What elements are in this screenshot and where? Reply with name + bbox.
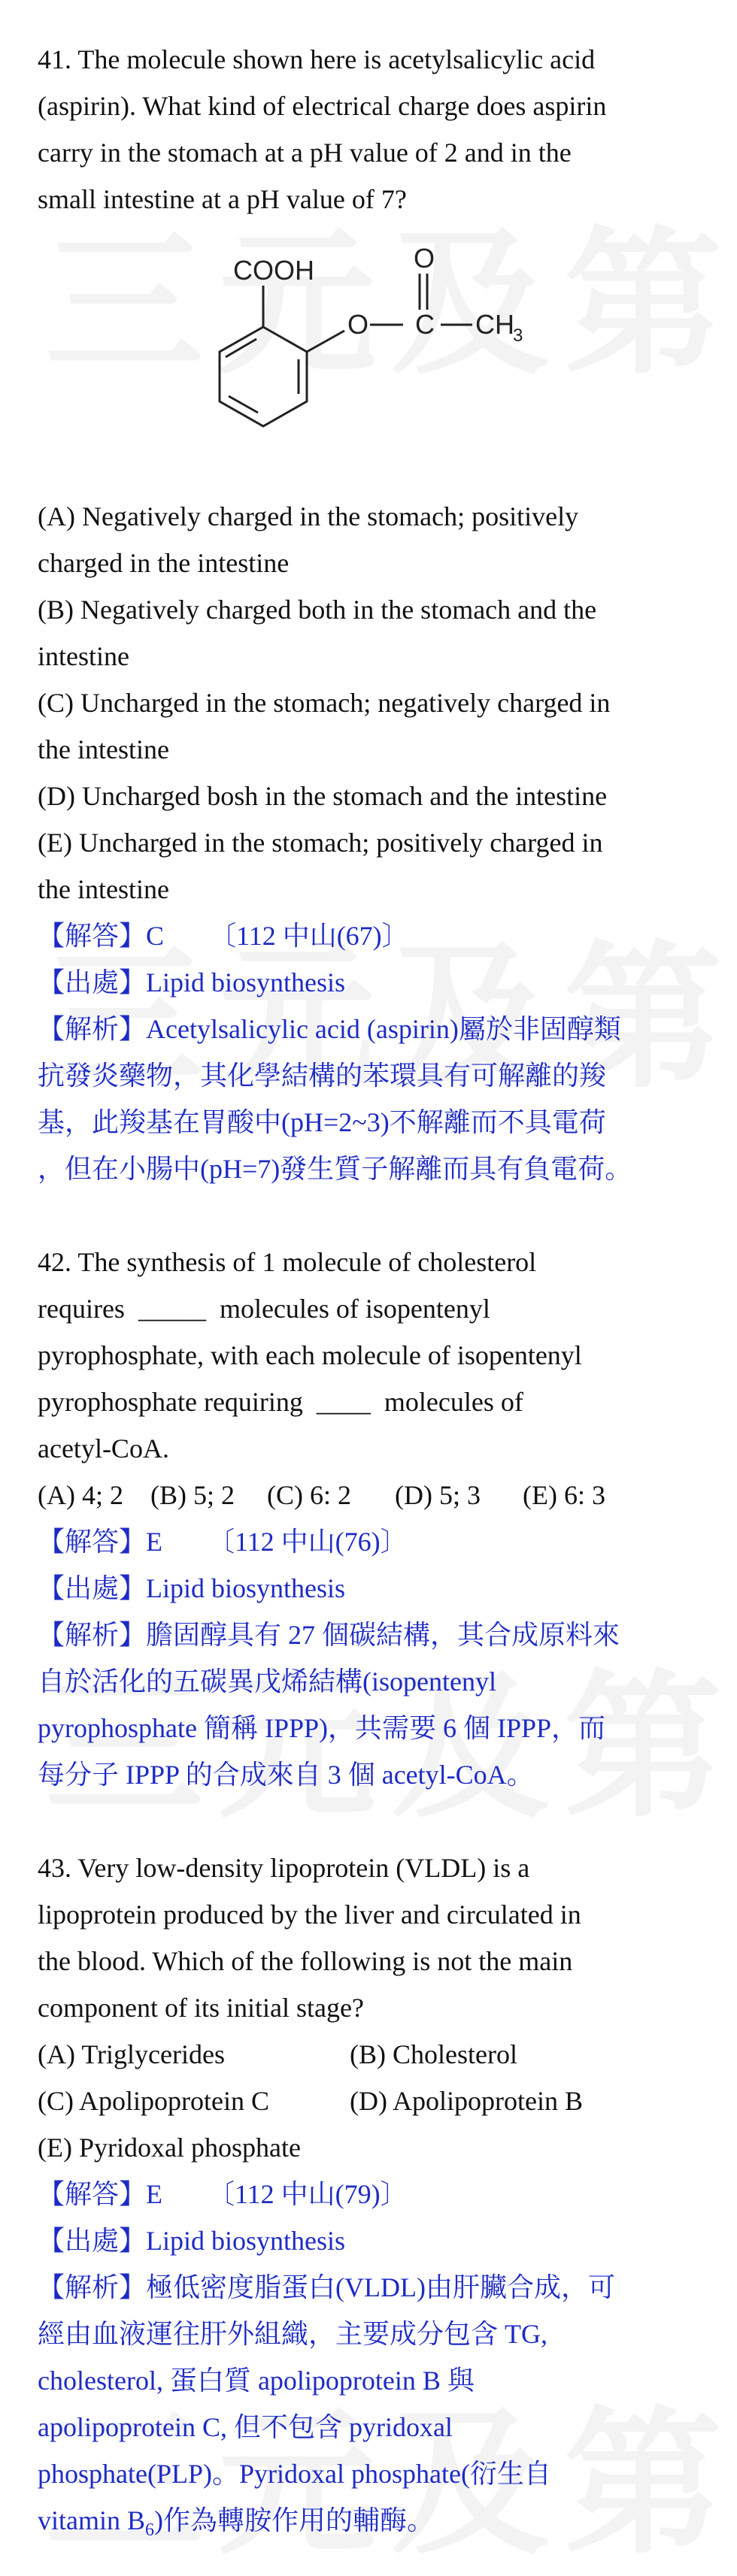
source-label: 【出處】 — [38, 967, 147, 997]
analysis-text: cholesterol, 蛋白質 apolipoprotein B 與 — [38, 2366, 475, 2396]
spacer — [38, 1192, 707, 1239]
answer-line — [38, 913, 707, 959]
analysis-text: )作為轉胺作用的輔酶。 — [154, 2505, 434, 2535]
analysis-text: ，但在小腸中(pH=7)發生質子解離而具有負電荷。 — [38, 1154, 632, 1184]
carbonyl-oxygen-label: O — [414, 243, 435, 274]
answer-options-row — [38, 1472, 707, 1518]
source-value: Lipid biosynthesis — [146, 967, 346, 997]
spacer — [38, 1798, 707, 1845]
question-stem: requires _____ molecules of isopentenyl — [38, 1294, 490, 1324]
answer-option: (B) 5; 2 — [150, 1480, 235, 1510]
question-stem: 43. Very low-density lipoprotein (VLDL) is a — [38, 1853, 530, 1883]
question-stem: carry in the stomach at a pH value of 2 and in the — [38, 138, 572, 168]
question-41 — [38, 36, 707, 1192]
answer-option: (E) Pyridoxal phosphate — [38, 2133, 301, 2163]
benzene-ring — [220, 327, 307, 426]
methyl-label: CH — [475, 309, 514, 340]
answer-option: (A) Negatively charged in the stomach; positively — [38, 501, 579, 531]
question-43 — [38, 1845, 707, 2553]
analysis-label: 【解析】 — [38, 1620, 147, 1650]
analysis-text: Acetylsalicylic acid (aspirin)屬於非固醇類 — [146, 1014, 621, 1044]
answer-label: 【解答】 — [38, 2179, 147, 2209]
analysis-text: 抗發炎藥物，其化學結構的苯環具有可解離的羧 — [38, 1061, 607, 1091]
answer-option: (D) 5; 3 — [395, 1480, 481, 1510]
answer-option: intestine — [38, 641, 129, 671]
ester-oxygen-label: O — [347, 309, 369, 340]
analysis-text: 膽固醇具有 27 個碳結構，其合成原料來 — [146, 1620, 620, 1650]
question-stem: 42. The synthesis of 1 molecule of cholesterol — [38, 1247, 537, 1277]
answer-option: (E) 6: 3 — [523, 1480, 605, 1510]
answer-options-row — [38, 2124, 707, 2171]
analysis-text: 經由血液運往肝外組織，主要成分包含 TG, — [38, 2319, 547, 2349]
answer-line — [38, 1518, 707, 1565]
analysis-text: 基，此羧基在胃酸中(pH=2~3)不解離而不具電荷 — [38, 1107, 606, 1137]
question-stem: acetyl-CoA. — [38, 1433, 169, 1464]
answer-value: E — [146, 1527, 163, 1557]
document-body — [38, 36, 707, 2553]
cooh-label: COOH — [233, 255, 314, 286]
answer-option: (D) Uncharged bosh in the stomach and the intestine — [38, 781, 608, 811]
answer-option: the intestine — [38, 874, 169, 904]
answer-option: the intestine — [38, 734, 169, 764]
analysis-text: pyrophosphate 簡稱 IPPP)，共需要 6 個 IPPP，而 — [38, 1713, 606, 1743]
question-stem: (aspirin). What kind of electrical charge does aspirin — [38, 91, 607, 121]
analysis-text: 極低密度脂蛋白(VLDL)由肝臟合成，可 — [146, 2272, 615, 2302]
double-bond — [226, 339, 256, 357]
analysis-text — [38, 2497, 707, 2553]
analysis-text: 每分子 IPPP 的合成來自 3 個 acetyl-CoA。 — [38, 1760, 534, 1790]
answer-reference: 〔112 中山(79)〕 — [208, 2179, 408, 2209]
analysis-line — [38, 1612, 707, 1658]
question-stem: component of its initial stage? — [38, 1993, 364, 2023]
analysis-text: apolipoprotein C, 但不包含 pyridoxal — [38, 2412, 453, 2442]
source-label: 【出處】 — [38, 1573, 147, 1603]
answer-option: (C) 6: 2 — [267, 1480, 351, 1510]
answer-option: (C) Apolipoprotein C — [38, 2086, 269, 2116]
answer-options-row — [38, 2078, 707, 2124]
answer-option: (D) Apolipoprotein B — [350, 2086, 583, 2116]
answer-value: E — [146, 2179, 163, 2209]
question-stem: pyrophosphate requiring ____ molecules of — [38, 1387, 523, 1417]
question-stem: pyrophosphate, with each molecule of isopentenyl — [38, 1340, 582, 1370]
analysis-text: 自於活化的五碳異戊烯結構(isopentenyl — [38, 1666, 496, 1697]
answer-reference: 〔112 中山(67)〕 — [209, 921, 409, 951]
answer-option: (A) Triglycerides — [38, 2039, 225, 2069]
analysis-label: 【解析】 — [38, 2272, 147, 2302]
answer-reference: 〔112 中山(76)〕 — [208, 1527, 408, 1557]
analysis-text: vitamin B — [38, 2505, 145, 2535]
source-label: 【出處】 — [38, 2226, 147, 2256]
ester-bond — [307, 331, 344, 352]
answer-option: (A) 4; 2 — [38, 1480, 123, 1510]
source-line — [38, 1565, 707, 1612]
question-stem: 41. The molecule shown here is acetylsalicylic acid — [38, 44, 596, 74]
analysis-line — [38, 1006, 707, 1052]
answer-options-row — [38, 2031, 707, 2078]
question-42 — [38, 1239, 707, 1798]
source-value: Lipid biosynthesis — [146, 2226, 346, 2256]
answer-option: (B) Cholesterol — [350, 2039, 517, 2069]
answer-option: (C) Uncharged in the stomach; negatively charged in — [38, 688, 611, 718]
answer-option: charged in the intestine — [38, 548, 290, 578]
aspirin-structure-diagram — [150, 227, 602, 490]
analysis-line — [38, 2264, 707, 2311]
source-value: Lipid biosynthesis — [146, 1573, 346, 1603]
answer-option: (B) Negatively charged both in the stomach and the — [38, 595, 597, 625]
question-stem: the blood. Which of the following is not the main — [38, 1946, 573, 1976]
analysis-text: phosphate(PLP)。Pyridoxal phosphate(衍生自 — [38, 2459, 551, 2489]
question-stem: small intestine at a pH value of 7? — [38, 184, 407, 214]
answer-value: C — [146, 921, 165, 951]
carbon-label: C — [415, 309, 435, 340]
source-line — [38, 2217, 707, 2264]
answer-label: 【解答】 — [38, 1527, 147, 1557]
answer-line — [38, 2171, 707, 2217]
aspirin-structure-figure — [38, 222, 707, 493]
answer-option: (E) Uncharged in the stomach; positively charged in — [38, 828, 603, 858]
subscript: 6 — [145, 2520, 154, 2541]
question-stem: lipoprotein produced by the liver and circulated in — [38, 1899, 581, 1930]
answer-label: 【解答】 — [38, 921, 147, 951]
source-line — [38, 959, 707, 1006]
analysis-label: 【解析】 — [38, 1014, 147, 1044]
methyl-subscript: 3 — [513, 325, 523, 346]
